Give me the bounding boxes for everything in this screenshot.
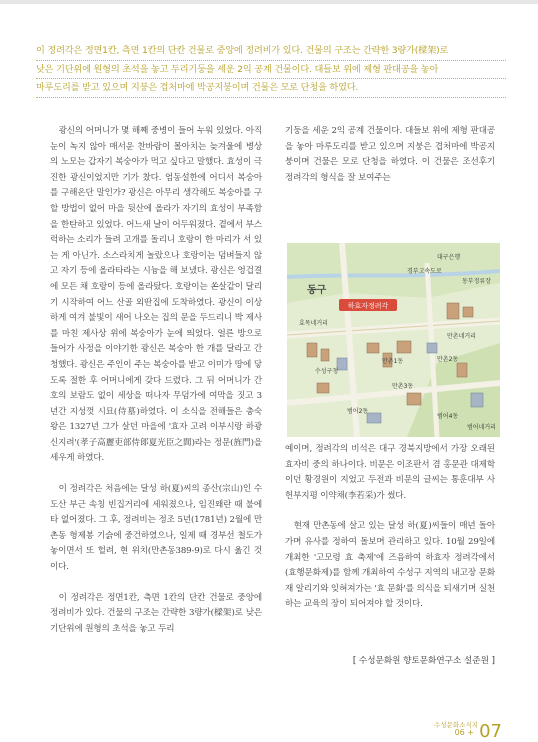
map-place-label: 효목네거리 <box>299 320 328 327</box>
intro-line: 마루도리를 받고 있으며 지붕은 겹처마에 박공지붕이며 건물은 모로 단청을 하였다. <box>36 79 506 98</box>
map-district-label: 동구 <box>307 285 327 296</box>
intro-line: 이 정려각은 정면1칸, 측면 1칸의 단칸 건물로 중앙에 정려비가 있다. 건물의 구조는 간략한 3량가(樑架)로 <box>36 42 506 61</box>
map-highlight-label: 하효자정려각 <box>347 302 389 310</box>
map-place-label: 경부고속도로 <box>407 268 442 275</box>
article-paragraph: 이 정려각은 정면1칸, 측면 1칸의 단칸 건물로 중앙에 정려비가 있다. 건물의 구조는 간략한 3량가(樑架)로 낮은 기단위에 원형의 초석을 놓고 두리 <box>50 592 262 634</box>
intro-line: 낮은 기단위에 원형의 초석을 놓고 두리기둥을 세운 2익 공계 건물이다. 대들보 위에 제형 판대공을 놓아 <box>36 61 506 80</box>
map-highlight-marker <box>339 299 397 311</box>
map-graphic <box>287 243 500 437</box>
article-paragraph: 예이며, 정려각의 비석은 대구 경북지방에서 가장 오래된 효자비 중의 하나이다. 비문은 이조판서 겸 홍문관 대제학이던 황경원이 지었고 두전과 비문의 글씨는 통훈대부 사헌부지평 이약채(李若采)가 썼다. <box>285 444 495 501</box>
author-credit: [ 수성문화원 향토문화연구소 설준원 ] <box>352 656 495 666</box>
map-place-label: 만촌2동 <box>437 356 459 363</box>
article-right-column-top <box>285 124 495 186</box>
article-paragraph: 광신의 어머니가 몇 해째 중병이 들어 누워 있었다. 아직 눈이 녹지 않아 매서운 찬바람이 몰아치는 늦겨울에 병상의 노모는 갑자기 복숭아가 먹고 싶다고 말했다. 효성이 극진한 광신이었지만 기가 찼다. 엄동설한에 어디서 복숭아를 구해온단 말인가? 광신은 아무리 생각해도 복숭아를 구할 방법이 없어 마을 뒷산에 올라가 자기의 효성이 부족함을 한탄하고 있었다. 어느새 날이 어두워졌다. 곁에서 부스럭하는 소리가 들려 고개를 돌리니 호랑이 한 마리가 서 있는 게 아닌가. 소스라치게 놀랐으나 호랑이는 덤벼들지 않고 자기 등에 올라타라는 시늉을 해 보냈다. 광신은 엉겁결에 모든 채 호랑이 등에 올라탔다. 호랑이는 쏜살같이 달리기 시작하여 어느 산골 외딴집에 도착하였다. 광신이 이상하게 여겨 불빛이 새어 나오는 집의 문을 두드리니 박 제사를 마친 제사상 위에 복숭아가 눈에 띄었다. 얼른 방으로 들어가 사정을 이야기한 광신은 복숭아 한 개를 달라고 간청했다. 광신은 주인이 주는 복숭아를 받고 이미가 땅에 닿도록 절한 후 어머니에게 갖다 드렸다. 그 뒤 어머니가 간호의 보람도 없이 세상을 떠나자 무덤가에 여막을 짓고 3년간 지성껏 시묘(侍墓)하였다. 이 소식을 전해들은 충숙왕은 1327년 그가 살던 마을에 '효자 고려 이부시랑 하광신지려'(孝子高麗吏部侍郞夏光臣之閭)라는 정문(旌門)을 세우게 하였다. <box>50 126 262 464</box>
map-place-label: 수성구청 <box>315 368 339 375</box>
map-place-label: 동부정류장 <box>462 278 491 285</box>
page-number-right: 07 <box>479 721 502 742</box>
page-number-left: 06 + <box>454 728 474 737</box>
article-paragraph: 기둥을 세운 2익 공계 건물이다. 대들보 위에 제형 판대공을 놓아 마루도리를 받고 있으며 지붕은 겹처마에 박공지붕이며 건물은 모로 단청을 하였다. 이 건물은 조선후기 정려각의 형식을 잘 보여주는 <box>285 126 495 183</box>
map-place-label: 범어네거리 <box>467 424 496 431</box>
map-place-label: 대구은행 <box>437 254 461 261</box>
article-paragraph: 현재 만촌동에 살고 있는 달성 하(夏)씨들이 매년 돌아가며 유사를 정하여 돌보며 관리하고 있다. 10월 29일에 개최한 '고모령 효 축제'에 즈음하여 하효자 정려각에서 (효행문화제)를 함께 개최하여 수성구 지역의 내고장 문화재 알리기와 잊혀져가는 '효 문화'를 의식을 되새기며 실천하는 교육의 장이 되어져야 할 것이다. <box>285 521 495 610</box>
map-place-label: 만촌3동 <box>392 383 414 390</box>
article-left-column <box>50 124 262 637</box>
map-place-label: 범어2동 <box>347 408 369 415</box>
article-right-column-bottom <box>285 442 495 613</box>
top-divider <box>0 0 538 4</box>
article-paragraph: 이 정려각은 처음에는 달성 하(夏)씨의 종산(宗山)인 수도산 부근 속칭 빈집거리에 세워졌으나, 임진왜란 때 불에 타 없어졌다. 그 후, 정려비는 정조 5년(1781년) 2월에 만촌동 형제봉 기슭에 중건하였으나, 일제 때 경부선 철도가 놓이면서 또 헐려, 현 위치(만촌동389-9)로 다시 옮긴 것이다. <box>50 484 262 573</box>
map-place-label: 범어4동 <box>437 413 459 420</box>
magazine-name: 수성문화소식지 <box>434 721 478 729</box>
intro-summary <box>36 42 506 98</box>
map-place-label: 만촌네거리 <box>447 333 476 340</box>
map-place-label: 만촌1동 <box>382 358 404 365</box>
location-map <box>287 243 500 437</box>
